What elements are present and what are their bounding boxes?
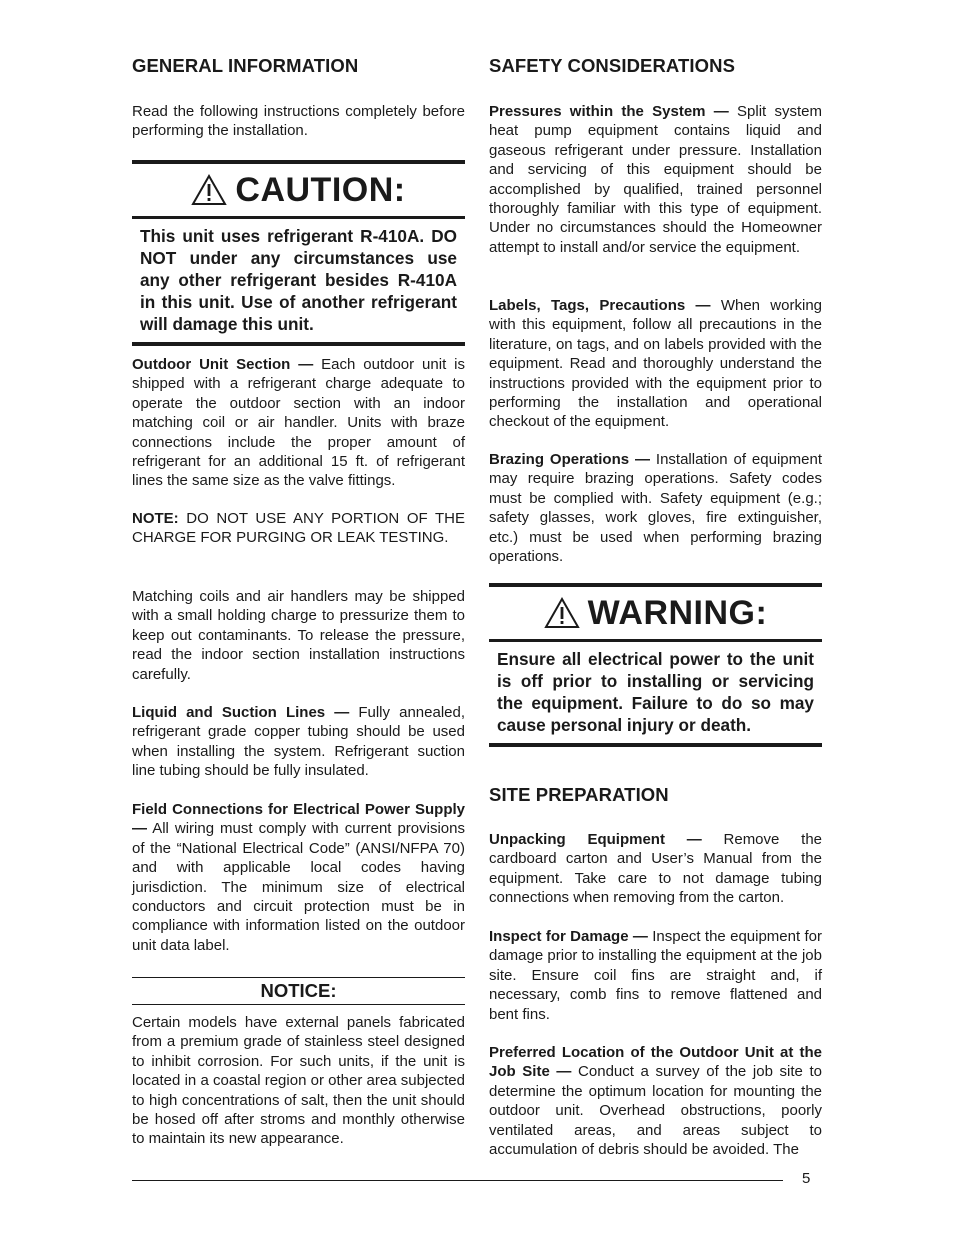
pressures-label: Pressures within the System — [489,103,729,120]
pressures-text: Split system heat pump equipment contains liquid and gaseous refrigerant under pressure. Installation and servicing of this equipment should be accomplished by qualified, trained personnel thoroughly familiar with this type of equipment. Under no circumstances should the Homeowner attempt to install and/or service the equipment. [489,103,822,256]
outdoor-unit-label: Outdoor Unit Section — [132,356,314,373]
site-preparation-heading: SITE PREPARATION [489,784,669,805]
page-number: 5 [802,1170,811,1187]
safety-considerations-heading: SAFETY CONSIDERATIONS [489,55,736,76]
field-connections-text: All wiring must comply with current provisions of the “National Electrical Code” (ANSI/NFPA 70) and with applicable local codes having jurisdiction. The minimum size of electrical conductors and circuit protection must be in compliance with information listed on the outdoor unit data label. [132,820,465,954]
pressures-paragraph [489,102,822,257]
labels-tags-paragraph [489,296,822,432]
notice-body: Certain models have external panels fabricated from a premium grade of stainless steel designed to inhibit corrosion. For such units, if the unit is located in a coastal region or other area subjected to high concentrations of salt, then the unit should be hosed off after stroms and monthly otherwise to maintain its new appearance. [132,1014,465,1148]
warning-body: Ensure all electrical power to the unit is off prior to installing or servicing the equipment. Failure to do so may cause personal injury or death. [497,649,814,735]
note-paragraph [132,509,465,548]
unpacking-text: Remove the cardboard carton and User’s Manual from the equipment. Take care to not damage tubing connections when removing from the carton. [489,831,822,907]
field-connections-paragraph [132,800,465,955]
unpacking-paragraph [489,830,822,908]
brazing-paragraph [489,450,822,566]
caution-body: This unit uses refrigerant R-410A. DO NOT under any circumstances use any other refrigerant besides R-410A in this unit. Use of another refrigerant will damage this unit. [140,226,457,334]
inspect-paragraph [489,927,822,1024]
footer-rule [132,1180,783,1181]
field-connections-label: Field Connections for Electrical Power Supply — [132,801,465,838]
labels-tags-label: Labels, Tags, Precautions — [489,297,711,314]
warning-box [489,583,822,747]
brazing-label: Brazing Operations — [489,451,650,468]
brazing-text: Installation of equipment may require brazing operations. Safety codes must be complied with. Safety equipment (e.g.; safety glasses, work gloves, fire extinguisher, etc.) must be used when performing brazing operations. [489,451,822,566]
warning-triangle-icon [544,597,580,629]
notice-box [132,977,465,1005]
warning-title: WARNING: [587,593,768,632]
notice-title: NOTICE: [260,980,337,1001]
liquid-suction-paragraph [132,703,465,781]
intro-paragraph: Read the following instructions completely before performing the installation. [132,103,465,140]
labels-tags-text: When working with this equipment, follow all precautions in the literature, on tags, and on labels provided with the equipment. Read and thoroughly understand the instructions provided with the equipment prior to performing the installation and operational checkout of the equipment. [489,297,822,431]
preferred-location-paragraph [489,1043,822,1159]
outdoor-unit-text: Each outdoor unit is shipped with a refrigerant charge adequate to operate the outdoor section with an indoor matching coil or air handler. Units with braze connections include the proper amount of refrigerant for an additional 15 ft. of refrigerant lines the same size as the valve fittings. [132,356,465,490]
warning-triangle-icon [191,174,227,206]
general-information-heading: GENERAL INFORMATION [132,55,359,76]
caution-box [132,160,465,346]
inspect-text: Inspect the equipment for damage prior to installing the equipment at the job site. Ensure coil fins are straight and, if necessary, comb fins to remove flattened and bent fins. [489,928,822,1023]
outdoor-unit-paragraph [132,355,465,491]
preferred-location-text: Conduct a survey of the job site to determine the optimum location for mounting the outdoor unit. Overhead obstructions, poorly ventilated areas, and areas subject to accumulation of debris should be avoided. The [489,1063,823,1159]
note-text: DO NOT USE ANY PORTION OF THE CHARGE FOR PURGING OR LEAK TESTING. [132,510,465,547]
preferred-location-label: Preferred Location of the Outdoor Unit at the Job Site — [489,1044,822,1081]
liquid-suction-text: Fully annealed, refrigerant grade copper tubing should be used when installing the system. Refrigerant suction line tubing should be fully insulated. [132,704,466,780]
note-label: NOTE: [132,510,179,527]
caution-title: CAUTION: [235,170,406,209]
matching-coils-paragraph: Matching coils and air handlers may be shipped with a small holding charge to pressurize them to keep out contaminants. To release the pressure, read the indoor section installation instructions carefully. [132,588,465,683]
unpacking-label: Unpacking Equipment — [489,831,702,848]
inspect-label: Inspect for Damage — [489,928,648,945]
liquid-suction-label: Liquid and Suction Lines — [132,704,350,721]
